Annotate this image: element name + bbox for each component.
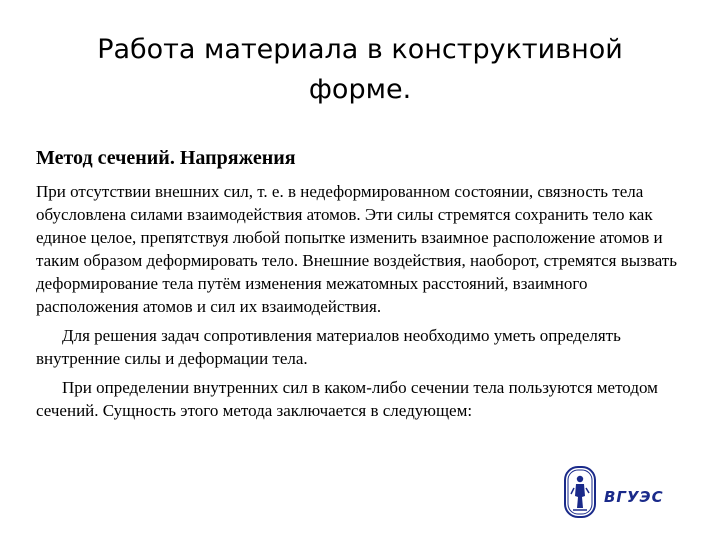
- university-emblem-icon: [564, 466, 596, 518]
- university-logo: [564, 466, 674, 518]
- paragraph-1: При отсутствии внешних сил, т. е. в недеформированном состоянии, связность тела обусловлена силами взаимодействия атомов. Эти силы стремятся сохранить тело как единое целое, препятствуя любой попытке изменить взаимное расположение атомов и таким образом деформировать тело. Внешние воздействия, наоборот, стремятся вызвать деформирование тела путём изменения межатомных расстояний, взаимного расположения атомов и сил их взаимодействия.: [36, 182, 677, 316]
- section-subtitle: Метод сечений. Напряжения: [36, 147, 296, 169]
- paragraph-3: При определении внутренних сил в каком-либо сечении тела пользуются методом сечений. Сущность этого метода заключается в следующем:: [36, 378, 658, 420]
- logo-text: ВГУЭС: [604, 488, 664, 506]
- paragraph-2: Для решения задач сопротивления материалов необходимо уметь определять внутренние силы и деформации тела.: [36, 326, 621, 368]
- slide-content: [36, 146, 691, 428]
- slide-title: Работа материала в конструктивной форме.: [97, 34, 623, 105]
